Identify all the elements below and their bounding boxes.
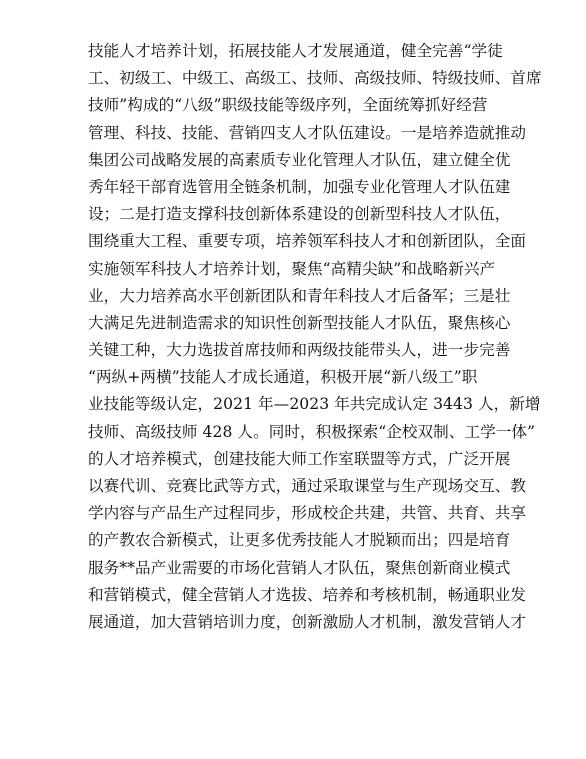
text-line: 学内容与产品生产过程同步，形成校企共建，共管、共育、共享 [88,504,527,523]
text-line: 技师”构成的“八级”职级技能等级序列，全面统筹抓好经营 [88,96,488,115]
text-line: “两纵+两横”技能人才成长通道，积极开展“新八级工”职 [88,368,478,387]
text-line: 大满足先进制造需求的知识性创新型技能人才队伍，聚焦核心 [88,313,511,332]
text-line: 技能人才培养计划，拓展技能人才发展通道，健全完善“学徒 [88,42,503,60]
text-line: 管理、科技、技能、营销四支人才队伍建设。一是培养造就推动 [88,123,527,142]
text-line: 秀年轻干部育选管用全链条机制，加强专业化管理人才队伍建 [88,177,511,196]
text-line: 集团公司战略发展的高素质专业化管理人才队伍，建立健全优 [88,150,511,169]
text-line: 实施领军科技人才培养计划，聚焦“高精尖缺”和战略新兴产 [88,259,496,278]
text-line: 的人才培养模式，创建技能大师工作室联盟等方式，广泛开展 [88,449,511,468]
text-line: 以赛代训、竞赛比武等方式，通过采取课堂与生产现场交互、教 [88,477,527,495]
text-line: 的产教农合新模式，让更多优秀技能人才脱颖而出；四是培育 [88,531,511,550]
text-line: 关键工种，大力选拔首席技师和两级技能带头人，进一步完善 [88,341,511,360]
text-line: 服务**品产业需要的市场化营销人才队伍，聚焦创新商业模式 [88,558,511,577]
body-paragraph [88,38,542,636]
text-line: 和营销模式，健全营销人才选拔、培养和考核机制，畅通职业发 [88,585,527,604]
text-line: 围绕重大工程、重要专项，培养领军科技人才和创新团队，全面 [88,232,527,251]
text-line: 业，大力培养高水平创新团队和青年科技人才后备军；三是壮 [88,286,511,305]
text-line: 展通道，加大营销培训力度，创新激励人才机制，激发营销人才 [88,612,527,631]
text-line: 设；二是打造支撑科技创新体系建设的创新型科技人才队伍， [88,205,511,224]
text-line: 工、初级工、中级工、高级工、技师、高级技师、特级技师、首席 [88,69,542,88]
text-line: 技师、高级技师 428 人。同时，积极探索“企校双制、工学一体” [88,422,536,441]
text-line: 业技能等级认定，2021 年—2023 年共完成认定 3443 人，新增 [88,395,541,414]
